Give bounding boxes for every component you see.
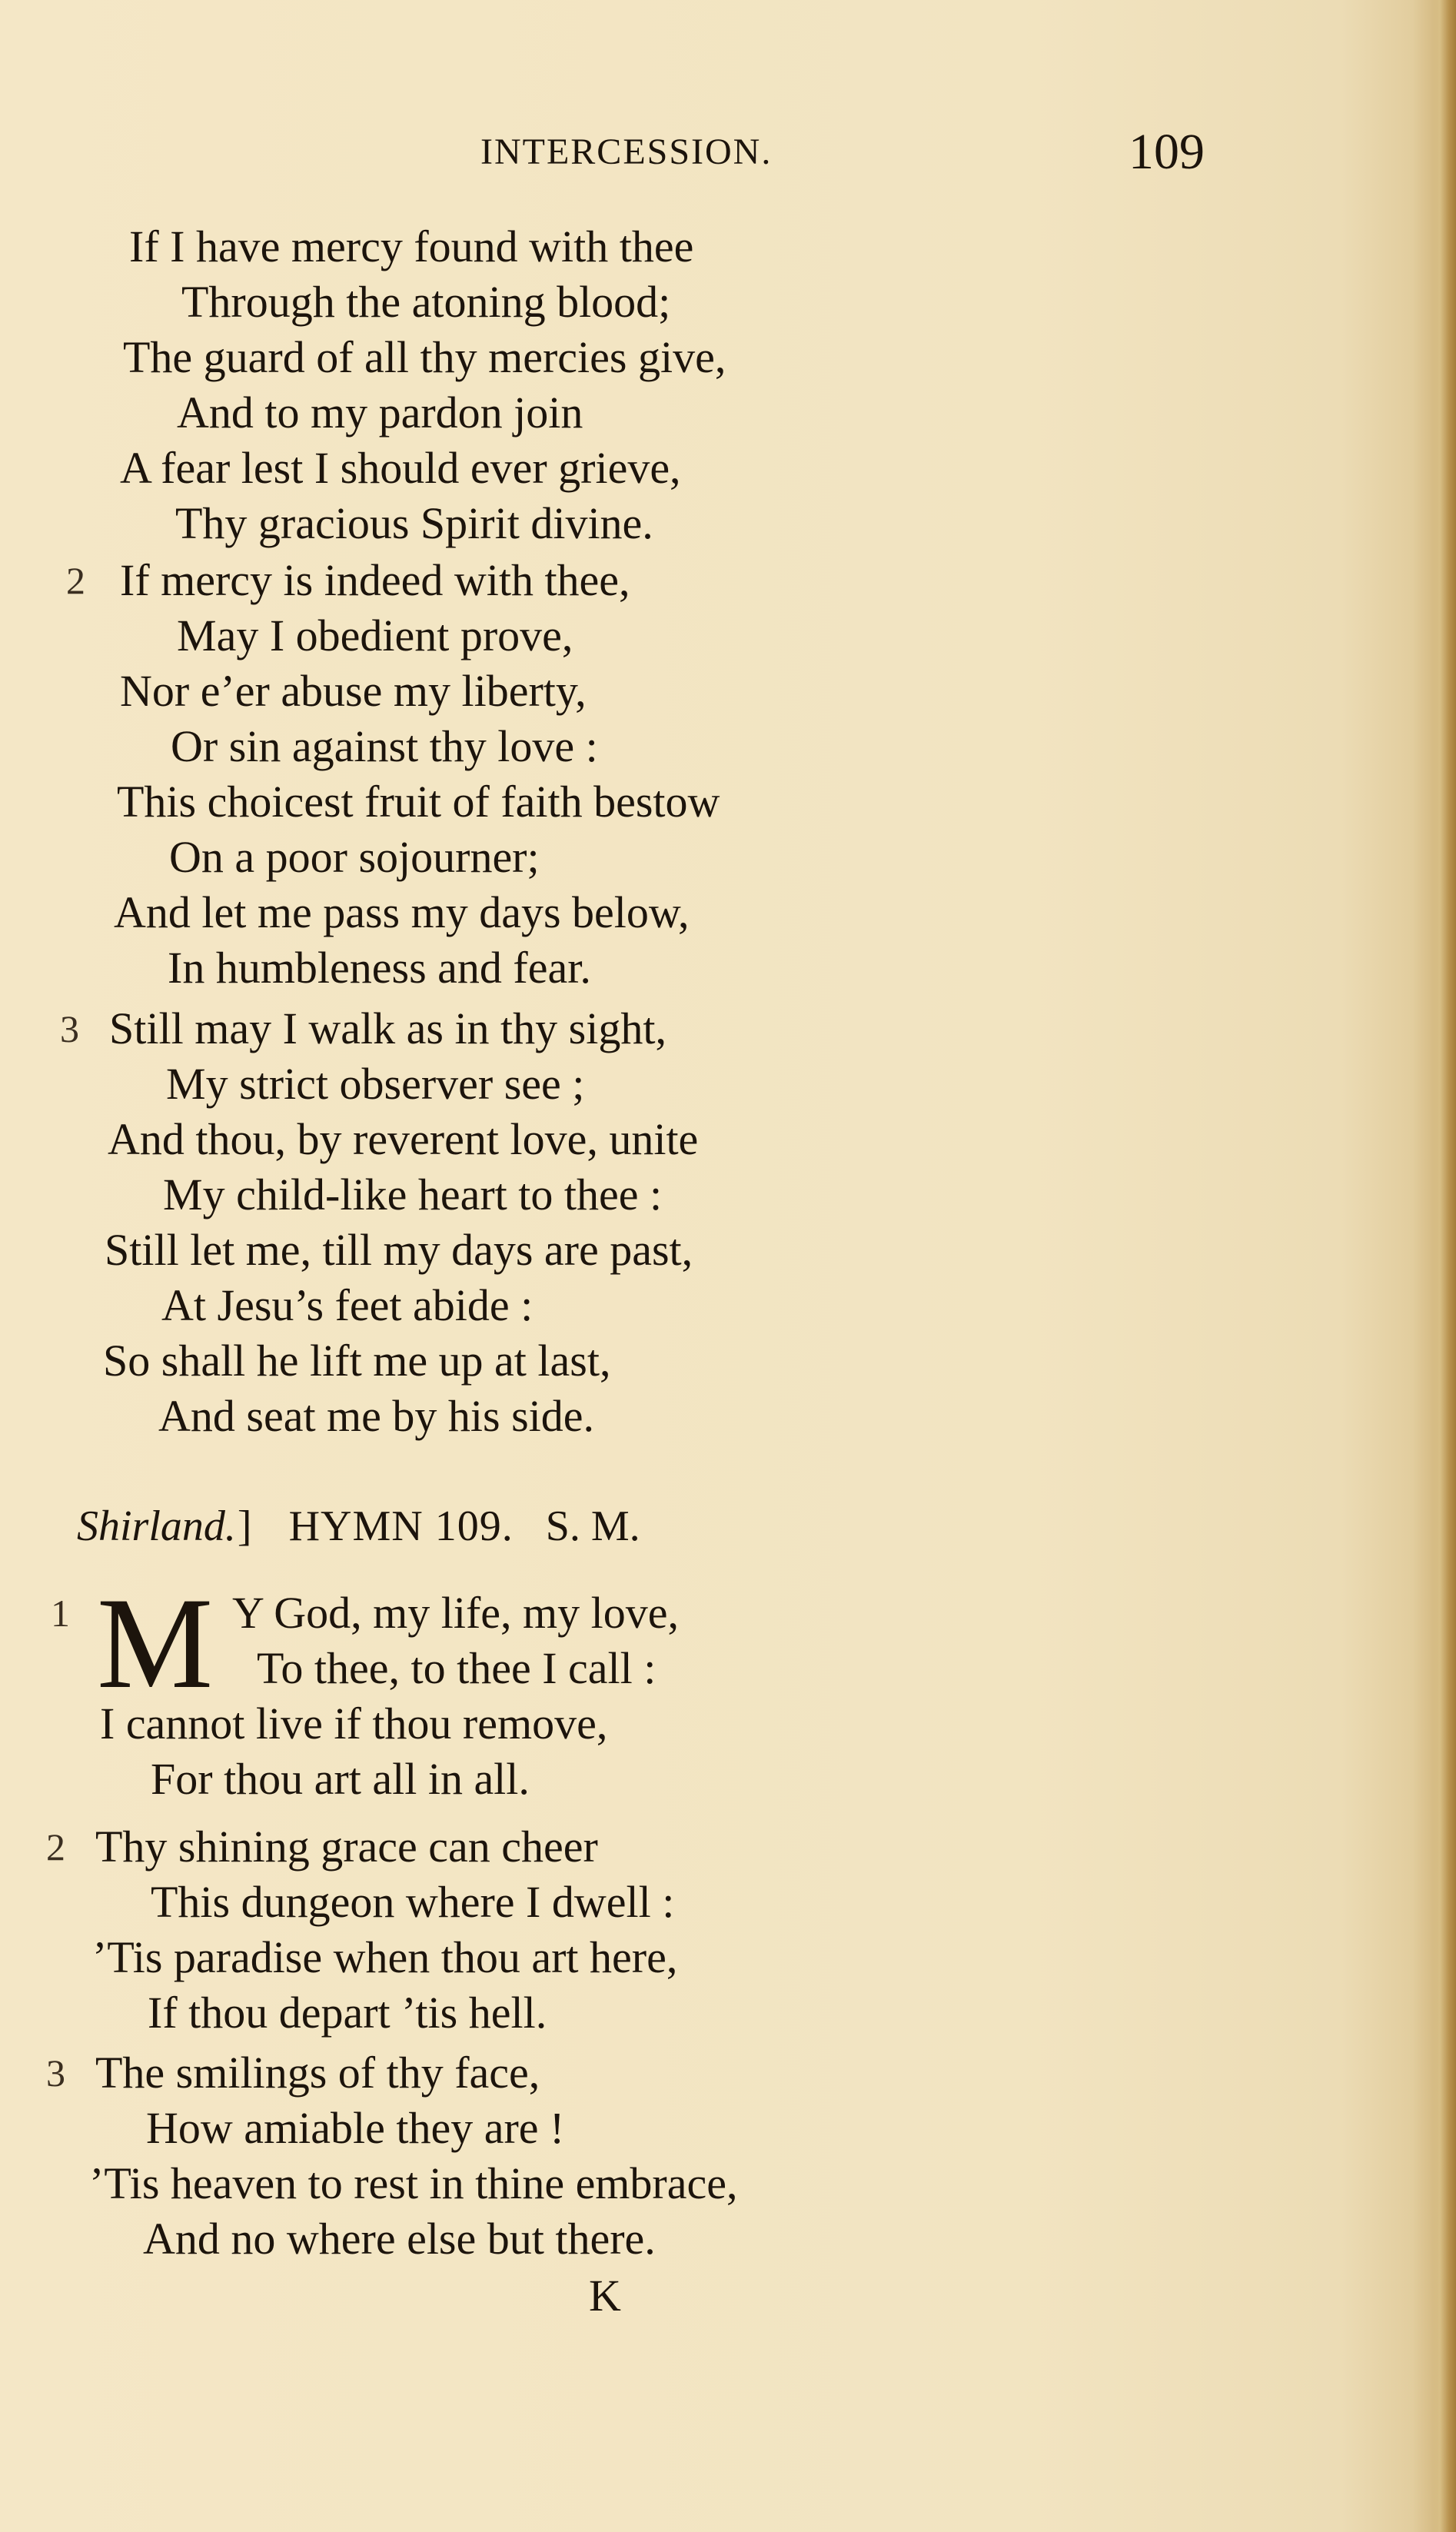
page-edge [1433,0,1456,2532]
page-number: 109 [1129,124,1205,180]
verse-line: I cannot live if thou remove, [100,1699,608,1748]
hymn-109-stanza-1 [0,1571,1384,1807]
hymn-109-stanza-2 [0,1819,1384,2041]
stanza-2 [0,553,1384,996]
verse-line: ’Tis paradise when thou art here, [92,1932,678,1982]
verse-line: And let me pass my days below, [114,887,690,937]
verse-line: And seat me by his side. [158,1391,595,1441]
verse-line: So shall he lift me up at last, [103,1336,611,1386]
verse-line: 1 Y God, my life, my love, [0,1585,1384,1641]
verse-line: And no where else but there. [143,2214,656,2264]
verse-line: The guard of all thy mercies give, [123,332,726,382]
verse-line: Through the atoning blood; [181,277,671,327]
verse-line: And thou, by reverent love, unite [108,1114,699,1164]
hymn-109-stanza-3 [0,2045,1384,2267]
signature-mark: K [589,2271,621,2321]
page-header [0,123,1456,185]
verse-line: My strict observer see ; [166,1059,585,1109]
verse-line: 3 Still may I walk as in thy sight, [0,1001,1384,1056]
verse-line: And to my pardon join [177,388,583,438]
verse-line: 2 If mercy is indeed with thee, [0,553,1384,608]
verse-line: On a poor sojourner; [169,832,540,882]
verse-line: 3 The smilings of thy face, [0,2045,1384,2101]
verse-line: This dungeon where I dwell : [151,1877,675,1927]
verse-line: May I obedient prove, [177,611,573,660]
verse-line: To thee, to thee I call : [257,1643,657,1693]
hymn-meter: S. M. [545,1502,640,1550]
running-head: INTERCESSION. [480,131,773,172]
stanza-number: 3 [60,1007,79,1050]
stanza-3 [0,1001,1384,1444]
verse-line: How amiable they are ! [146,2103,565,2153]
hymn-heading [77,1496,640,1557]
verse-line: For thou art all in all. [151,1754,530,1804]
verse-line: At Jesu’s feet abide : [161,1280,534,1330]
verse-line: Or sin against thy love : [171,721,598,771]
verse-line: If I have mercy found with thee [129,221,694,271]
stanza-number: 2 [66,559,85,602]
tune-name: Shirland. [77,1502,236,1550]
hymn-number: HYMN 109. [288,1502,514,1550]
verse-line: A fear lest I should ever grieve, [120,443,681,493]
verse-line: 2 Thy shining grace can cheer [0,1819,1384,1875]
verse-line: This choicest fruit of faith bestow [117,777,720,827]
stanza-number: 1 [51,1592,70,1635]
verse-line: My child-like heart to thee : [163,1170,663,1219]
verse-line: Nor e’er abuse my liberty, [120,666,587,716]
verse-line: Still let me, till my days are past, [105,1225,693,1275]
tune-bracket: ] [237,1502,252,1550]
drop-cap: M [97,1571,214,1715]
verse-line: If thou depart ’tis hell. [148,1988,547,2038]
verse-line: Thy gracious Spirit divine. [175,498,653,548]
verse-line: ’Tis heaven to rest in thine embrace, [89,2158,738,2208]
verse-line: In humbleness and fear. [168,943,591,993]
stanza-number: 2 [46,1825,65,1868]
stanza-number: 3 [46,2051,65,2094]
stanza-1-continued [0,219,1384,551]
